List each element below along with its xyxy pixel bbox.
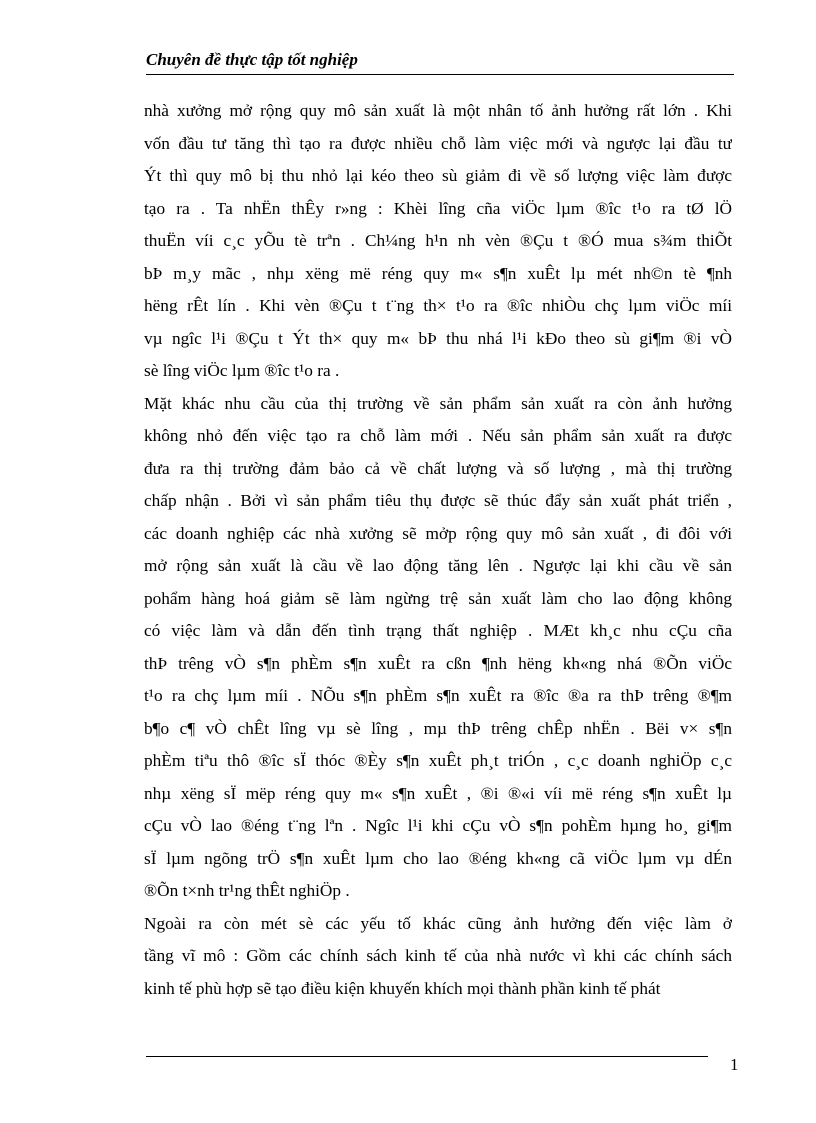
text-line: thuËn víi c¸c yÕu tè trªn . Ch¼ng h¹n nh vèn ®Çu t ®Ó mua s¾m thiÕt bbox=[144, 231, 732, 250]
text-line: phÈm tiªu thô ®îc sÏ thóc ®Èy s¶n xuÊt ph¸t triÓn , c¸c doanh nghiÖp c¸c bbox=[144, 751, 732, 770]
header-title: Chuyên đề thực tập tốt nghiệp bbox=[146, 50, 358, 69]
body-text bbox=[144, 95, 732, 1005]
page-number: 1 bbox=[730, 1055, 739, 1074]
text-line: Ýt thì quy mô bị thu nhỏ lại kéo theo sù giảm đi về số lượng việc làm được bbox=[144, 166, 732, 185]
text-line: mở rộng sản xuất là cầu về lao động tăng lên . Ngược lại khi cầu về sản bbox=[144, 556, 732, 575]
text-line: cÇu vÒ lao ®éng t¨ng lªn . Ngîc l¹i khi cÇu vÒ s¶n pohÈm hµng ho¸ gi¶m bbox=[144, 816, 732, 835]
text-line: bÞ m¸y mãc , nhµ xëng më réng quy m« s¶n xuÊt lµ mét nh©n tè ¶nh bbox=[144, 263, 732, 283]
text-line: tạo ra . Ta nhËn thÊy r»ng : Khèi lîng cña viÖc lµm ®îc t¹o ra tØ lÖ bbox=[144, 198, 732, 218]
text-line: thÞ trêng vÒ s¶n phÈm s¶n xuÊt ra cßn ¶nh hëng kh«ng nhá ®Õn viÖc bbox=[144, 653, 732, 673]
text-line: chấp nhận . Bởi vì sản phẩm tiêu thụ được sẽ thúc đẩy sản xuất phát triển , bbox=[144, 491, 732, 510]
text-line: b¶o c¶ vÒ chÊt lîng vµ sè lîng , mµ thÞ trêng chÊp nhËn . Bëi v× s¶n bbox=[144, 718, 732, 738]
footer-rule bbox=[146, 1056, 708, 1057]
text-line: tầng vĩ mô : Gồm các chính sách kinh tế của nhà nước vì khi các chính sách bbox=[144, 946, 732, 965]
text-line: các doanh nghiệp các nhà xưởng sẽ mởp rộng quy mô sản xuất , đi đôi với bbox=[144, 523, 732, 543]
text-line: đưa ra thị trường đảm bảo cả về chất lượng và số lượng , mà thị trường bbox=[144, 458, 732, 478]
text-line: Mặt khác nhu cầu của thị trường về sản phẩm sản xuất ra còn ảnh hưởng bbox=[144, 393, 732, 413]
text-line: kinh tế phù hợp sẽ tạo điều kiện khuyến khích mọi thành phần kinh tế phát bbox=[144, 978, 661, 998]
text-line: sÏ lµm ngõng trÖ s¶n xuÊt lµm cho lao ®éng kh«ng cã viÖc lµm vµ dÉn bbox=[144, 848, 732, 868]
text-line: t¹o ra chç lµm míi . NÕu s¶n phÈm s¶n xuÊt ra ®îc ®a ra thÞ trêng ®¶m bbox=[144, 686, 732, 705]
text-line: nhà xưởng mở rộng quy mô sản xuất là một nhân tố ảnh hưởng rất lớn . Khi bbox=[144, 101, 732, 120]
text-line: Ngoài ra còn mét sè các yếu tố khác cũng ảnh hưởng đến việc làm ở bbox=[144, 913, 732, 933]
text-line: vµ ngîc l¹i ®Çu t Ýt th× quy m« bÞ thu nhá l¹i kÐo theo sù gi¶m ®i vÒ bbox=[144, 328, 732, 348]
text-line: vốn đầu tư tăng thì tạo ra được nhiều chỗ làm việc mới và ngược lại đầu tư bbox=[144, 133, 732, 153]
text-line: sè lîng viÖc lµm ®îc t¹o ra . bbox=[144, 361, 340, 380]
page-header bbox=[146, 46, 734, 75]
text-line: có việc làm và dẫn đến tình trạng thất nghiệp . MÆt kh¸c nhu cÇu cña bbox=[144, 621, 732, 640]
text-line: hëng rÊt lín . Khi vèn ®Çu t t¨ng th× t¹o ra ®îc nhiÒu chç lµm viÖc míi bbox=[144, 296, 732, 315]
text-line: pohẩm hàng hoá giảm sẽ làm ngừng trệ sản xuất làm cho lao động không bbox=[144, 588, 732, 608]
text-line: ®Õn t×nh tr¹ng thÊt nghiÖp . bbox=[144, 881, 350, 900]
text-line: không nhỏ đến việc tạo ra chỗ làm mới . Nếu sản phẩm sản xuất ra được bbox=[144, 426, 732, 445]
text-line: nhµ xëng sÏ mëp réng quy m« s¶n xuÊt , ®i ®«i víi më réng s¶n xuÊt lµ bbox=[144, 783, 732, 803]
